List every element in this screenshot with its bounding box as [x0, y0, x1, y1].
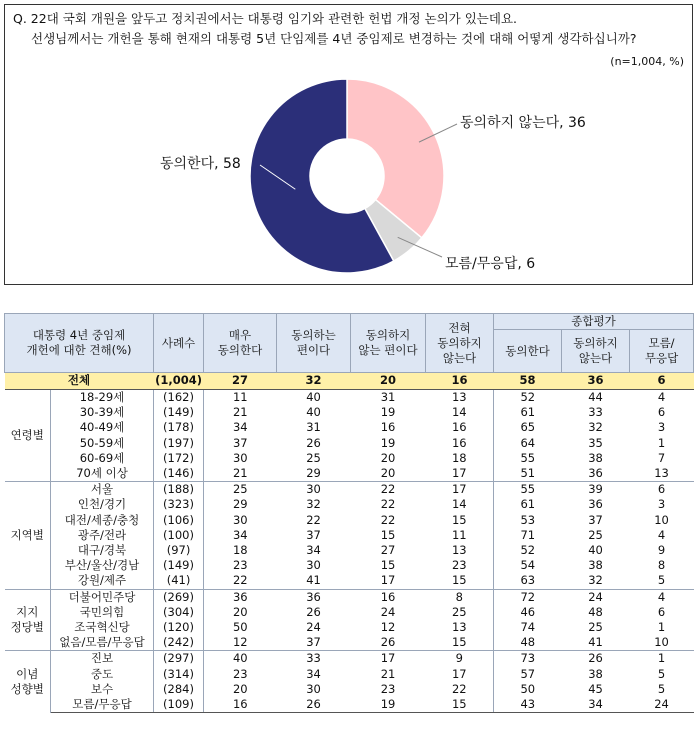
row-value: 4: [657, 390, 666, 404]
row-value: 17: [380, 573, 396, 588]
donut-chart: [5, 5, 694, 286]
row-value: 37: [306, 635, 321, 650]
row-value: 48: [520, 635, 536, 650]
row-value: 22: [306, 512, 321, 527]
row-label: 조국혁신당: [51, 620, 154, 635]
row-value: 36: [204, 589, 277, 605]
row-value: 17: [426, 482, 494, 498]
row-label: 진보: [51, 651, 154, 667]
row-value: 31: [306, 420, 321, 435]
table-row: [5, 497, 694, 512]
row-value: 25: [306, 450, 321, 465]
row-value: 61: [520, 497, 536, 512]
row-value: 73: [494, 651, 562, 667]
row-value: 24: [562, 589, 630, 605]
row-label: 보수: [51, 682, 154, 697]
row-value: 22: [351, 482, 426, 498]
row-label: 강원/제주: [51, 573, 154, 589]
row-label: 중도: [51, 667, 154, 682]
row-value: 13: [426, 543, 494, 558]
row-value: 21: [232, 466, 248, 481]
row-value: 23: [380, 681, 396, 696]
row-value: 41: [588, 635, 603, 650]
row-label: 광주/전라: [51, 528, 154, 543]
table-row: [5, 667, 694, 682]
row-value: 22: [380, 512, 396, 527]
row-value: 40: [306, 405, 321, 420]
row-value: 23: [426, 558, 494, 573]
results-table: [4, 313, 694, 713]
row-value: 9: [657, 543, 666, 558]
row-n: (97): [154, 543, 204, 558]
row-value: 37: [232, 435, 248, 450]
row-value: 16: [426, 373, 494, 390]
row-value: 3: [657, 497, 666, 512]
row-value: 71: [520, 527, 536, 542]
row-value: 63: [520, 573, 536, 588]
row-value: 16: [351, 589, 426, 605]
table-row: [5, 558, 694, 573]
row-value: 6: [630, 373, 694, 390]
row-label: 없음/모름/무응답: [51, 635, 154, 651]
table-row: [5, 651, 694, 667]
row-value: 44: [588, 390, 603, 404]
row-n: (109): [154, 697, 204, 713]
row-value: 25: [204, 482, 277, 498]
row-value: 38: [588, 666, 603, 681]
row-value: 37: [588, 512, 603, 527]
row-value: 22: [232, 573, 248, 588]
row-value: 1: [657, 435, 666, 450]
row-value: 25: [588, 620, 603, 635]
row-value: 26: [306, 435, 321, 450]
row-value: 26: [306, 604, 321, 619]
row-value: 14: [426, 497, 494, 512]
row-value: 26: [277, 697, 351, 713]
row-value: 19: [380, 405, 396, 420]
table-row: [5, 390, 694, 406]
row-value: 35: [588, 435, 603, 450]
row-n: (149): [154, 558, 204, 573]
row-label: 50-59세: [51, 436, 154, 451]
row-value: 11: [426, 528, 494, 543]
question-line-2: 선생님께서는 개헌을 통해 현재의 대통령 5년 단임제를 4년 중임제로 변경하는 것에 대해 어떻게 생각하십니까?: [31, 31, 637, 46]
row-value: 24: [380, 604, 396, 619]
row-value: 13: [654, 466, 669, 481]
row-value: 15: [426, 573, 494, 589]
row-value: 13: [426, 390, 494, 406]
header-group-label: 대통령 4년 중임제 개헌에 대한 견해(%): [5, 314, 154, 373]
row-value: 12: [380, 620, 396, 635]
row-label: 더불어민주당: [51, 589, 154, 605]
row-value: 21: [232, 405, 248, 420]
label-agree: 동의한다, 58: [160, 156, 241, 172]
row-label: 30-39세: [51, 405, 154, 420]
row-value: 1: [630, 651, 694, 667]
row-n: (41): [154, 573, 204, 589]
row-value: 32: [306, 497, 321, 512]
row-value: 14: [426, 405, 494, 420]
row-value: 25: [426, 605, 494, 620]
row-value: 52: [520, 543, 536, 558]
row-value: 10: [654, 512, 669, 527]
row-value: 36: [277, 589, 351, 605]
group-label: 연령별: [5, 390, 51, 482]
table-row: [5, 528, 694, 543]
row-value: 53: [520, 512, 536, 527]
row-label: 서울: [51, 482, 154, 498]
row-label: 60-69세: [51, 451, 154, 466]
table-row: [5, 482, 694, 498]
row-value: 40: [588, 543, 603, 558]
table-row: [5, 589, 694, 605]
row-value: 31: [380, 390, 396, 404]
header-summary-disagree: 동의하지 않는다: [562, 330, 630, 373]
row-value: 5: [657, 573, 666, 588]
row-value: 65: [520, 420, 536, 435]
row-n: (106): [154, 513, 204, 528]
row-value: 43: [494, 697, 562, 713]
row-value: 5: [657, 666, 666, 681]
row-value: 34: [562, 697, 630, 713]
row-value: 38: [588, 558, 603, 573]
row-value: 16: [426, 420, 494, 435]
row-value: 3: [657, 420, 666, 435]
row-value: 17: [351, 651, 426, 667]
row-value: 6: [657, 405, 666, 420]
row-value: 17: [426, 466, 494, 482]
row-value: 30: [306, 558, 321, 573]
row-value: 8: [657, 558, 666, 573]
row-n: (162): [154, 390, 204, 406]
row-value: 16: [204, 697, 277, 713]
row-value: 5: [657, 681, 666, 696]
row-value: 8: [426, 589, 494, 605]
row-value: 6: [630, 482, 694, 498]
row-value: 37: [306, 527, 321, 542]
row-value: 21: [380, 666, 396, 681]
row-value: 6: [657, 604, 666, 619]
row-n: (304): [154, 605, 204, 620]
row-value: 15: [426, 635, 494, 651]
row-value: 54: [520, 558, 536, 573]
table-row: [5, 682, 694, 697]
row-value: 40: [204, 651, 277, 667]
table-row: [5, 513, 694, 528]
table-row: [5, 436, 694, 451]
table-row-total: [5, 373, 694, 390]
group-label: 지지 정당별: [5, 589, 51, 651]
row-n: (242): [154, 635, 204, 651]
row-value: 29: [306, 466, 321, 481]
row-label: 국민의힘: [51, 605, 154, 620]
row-value: 15: [426, 697, 494, 713]
row-value: 36: [588, 466, 603, 481]
row-value: 4: [657, 527, 666, 542]
row-label: 인천/경기: [51, 497, 154, 512]
sample-note: (n=1,004, %): [610, 55, 684, 68]
table-row: [5, 405, 694, 420]
row-value: 39: [562, 482, 630, 498]
row-label: 18-29세: [51, 390, 154, 406]
header-n: 사례수: [154, 314, 204, 373]
row-value: 27: [204, 373, 277, 390]
row-value: 23: [232, 666, 248, 681]
row-label: 전체: [5, 373, 154, 390]
row-value: 20: [232, 681, 248, 696]
row-value: 57: [520, 666, 536, 681]
row-label: 40-49세: [51, 420, 154, 435]
row-value: 34: [232, 527, 248, 542]
question-line-1: Q. 22대 국회 개원을 앞두고 정치권에서는 대통령 임기와 관련한 헌법 개정 논의가 있는데요.: [13, 11, 517, 26]
row-value: 23: [232, 558, 248, 573]
row-value: 12: [232, 635, 248, 650]
row-value: 58: [494, 373, 562, 390]
row-value: 26: [562, 651, 630, 667]
row-value: 20: [351, 373, 426, 390]
row-n: (188): [154, 482, 204, 498]
row-value: 45: [588, 681, 603, 696]
row-n: (197): [154, 436, 204, 451]
row-value: 41: [306, 573, 321, 588]
row-value: 18: [232, 543, 248, 558]
row-value: 72: [494, 589, 562, 605]
row-value: 30: [306, 681, 321, 696]
group-label: 이념 성향별: [5, 651, 51, 713]
row-value: 7: [657, 450, 666, 465]
row-value: 20: [232, 604, 248, 619]
row-value: 16: [426, 436, 494, 451]
header-summary-agree: 동의한다: [494, 330, 562, 373]
row-value: 15: [380, 527, 396, 542]
row-value: 48: [588, 604, 603, 619]
row-value: 19: [380, 435, 396, 450]
row-label: 모름/무응답: [51, 697, 154, 713]
header-somewhat-disagree: 동의하지 않는 편이다: [351, 314, 426, 373]
row-value: 13: [426, 620, 494, 635]
table-row: [5, 620, 694, 635]
table-row: [5, 420, 694, 435]
row-value: 1: [657, 620, 666, 635]
row-n: (120): [154, 620, 204, 635]
row-n: (1,004): [154, 373, 204, 390]
row-value: 30: [232, 450, 248, 465]
row-value: 27: [380, 543, 396, 558]
row-value: 50: [520, 681, 536, 696]
row-value: 34: [306, 543, 321, 558]
row-label: 70세 이상: [51, 466, 154, 482]
row-value: 16: [380, 420, 396, 435]
row-n: (178): [154, 420, 204, 435]
row-n: (323): [154, 497, 204, 512]
row-value: 17: [426, 667, 494, 682]
row-value: 34: [306, 666, 321, 681]
row-value: 22: [426, 682, 494, 697]
row-value: 33: [588, 405, 603, 420]
row-value: 18: [426, 451, 494, 466]
row-value: 38: [588, 450, 603, 465]
header-strongly-disagree: 전혀 동의하지 않는다: [426, 314, 494, 373]
row-value: 15: [426, 513, 494, 528]
table-row: [5, 573, 694, 589]
row-value: 74: [520, 620, 536, 635]
row-value: 50: [232, 620, 248, 635]
row-value: 40: [306, 390, 321, 404]
table-row: [5, 697, 694, 713]
header-summary-no-answer: 모름/ 무응답: [630, 330, 694, 373]
row-n: (100): [154, 528, 204, 543]
row-value: 52: [520, 390, 536, 404]
row-value: 26: [380, 635, 396, 650]
row-n: (269): [154, 589, 204, 605]
header-somewhat-agree: 동의하는 편이다: [277, 314, 351, 373]
row-value: 25: [588, 527, 603, 542]
row-value: 36: [562, 373, 630, 390]
row-value: 19: [351, 697, 426, 713]
table-row: [5, 605, 694, 620]
row-value: 55: [494, 482, 562, 498]
row-value: 24: [306, 620, 321, 635]
row-value: 61: [520, 405, 536, 420]
label-no-answer: 모름/무응답, 6: [445, 256, 536, 272]
row-value: 9: [426, 651, 494, 667]
label-disagree: 동의하지 않는다, 36: [460, 115, 586, 131]
header-summary: 종합평가: [494, 314, 694, 330]
row-value: 33: [277, 651, 351, 667]
row-value: 34: [232, 420, 248, 435]
row-value: 22: [380, 497, 396, 512]
row-value: 10: [654, 635, 669, 650]
row-label: 대전/세종/충청: [51, 513, 154, 528]
row-value: 36: [588, 497, 603, 512]
table-row: [5, 451, 694, 466]
row-n: (297): [154, 651, 204, 667]
row-value: 46: [520, 604, 536, 619]
row-value: 11: [232, 390, 248, 404]
row-value: 30: [277, 482, 351, 498]
row-value: 32: [588, 573, 603, 588]
row-value: 4: [630, 589, 694, 605]
row-value: 32: [277, 373, 351, 390]
row-value: 15: [380, 558, 396, 573]
row-value: 51: [520, 466, 536, 481]
row-n: (149): [154, 405, 204, 420]
table-row: [5, 466, 694, 482]
row-n: (172): [154, 451, 204, 466]
row-value: 29: [232, 497, 248, 512]
row-n: (314): [154, 667, 204, 682]
table-row: [5, 543, 694, 558]
question-box: [4, 4, 693, 285]
row-value: 32: [588, 420, 603, 435]
row-label: 부산/울산/경남: [51, 558, 154, 573]
row-n: (284): [154, 682, 204, 697]
row-value: 20: [380, 450, 396, 465]
table-row: [5, 635, 694, 651]
row-value: 24: [630, 697, 694, 713]
row-value: 64: [520, 435, 536, 450]
row-value: 20: [380, 466, 396, 481]
group-label: 지역별: [5, 482, 51, 589]
row-label: 대구/경북: [51, 543, 154, 558]
row-value: 30: [232, 512, 248, 527]
row-n: (146): [154, 466, 204, 482]
header-strongly-agree: 매우 동의한다: [204, 314, 277, 373]
row-value: 55: [520, 450, 536, 465]
